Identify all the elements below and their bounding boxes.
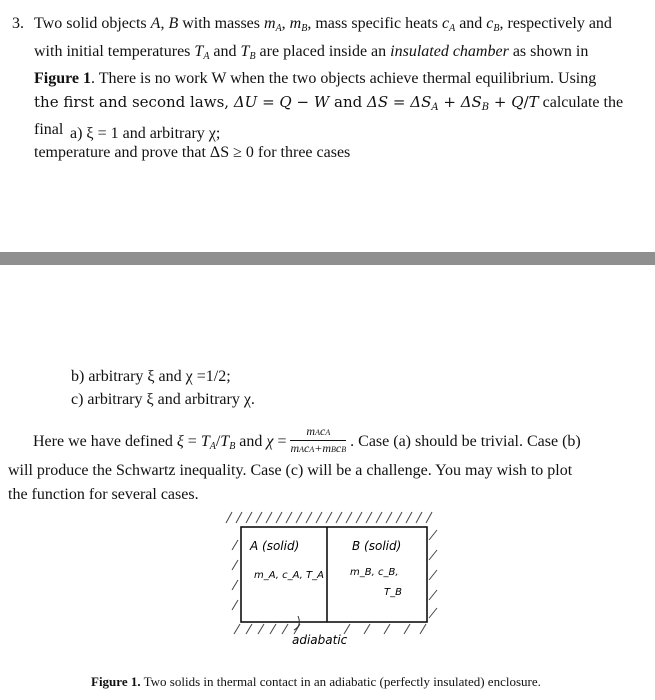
question-body: Two solid objects A, B with masses $m_A$, $m_B$, mass specific heats $c_A$ and $c_B$, respectively and with initial temperatures $T_A$ and $T_B$ are placed inside an insulated chamber as shown in Figure 1. There is no work W when the two objects achieve thermal equilibrium. Using the first and second laws, ΔU = Q − W and $\Delta S = \Delta S_A + \Delta S_B + Q/T$ calculate the final temperature and prove that ΔS ≥ 0 for three cases — [34, 15, 624, 161]
solid-b-props: m_B, c_B, — [350, 567, 399, 578]
prove-text: temperature and prove that ΔS ≥ 0 for three cases — [34, 143, 351, 161]
definitions-paragraph: Here we have defined $\xi = T_A/T_B$ and χ = $\frac{\text{mAcA}}{\text{mAcA+mBcB}}$ . Case (a) should be trivial. Case (b) will produce the Schwartz inequality. Case (c) will be a challenge. You may wish to plot the function for several cases. — [8, 424, 581, 504]
solid-b-temp: T_B — [384, 587, 402, 598]
sub-mB: B — [301, 23, 308, 34]
solid-a-props: m_A, c_A, T_A — [254, 570, 324, 581]
def-line2: will produce the Schwartz inequality. Case (c) will be a challenge. You may wish to plot — [8, 462, 573, 480]
adiabatic-pointer — [294, 616, 299, 630]
case-c: c) arbitrary ξ and arbitrary χ. — [71, 391, 255, 408]
sub-mA: A — [275, 23, 282, 34]
case-a: a) ξ = 1 and arbitrary χ; — [70, 125, 221, 142]
adiabatic-label: adiabatic — [292, 633, 348, 646]
separator-band — [0, 252, 655, 265]
sub-cA: A — [449, 23, 456, 34]
adiabatic-enclosure-figure — [224, 510, 442, 646]
insulated-chamber-text: insulated chamber — [390, 42, 509, 60]
question-number: 3. — [12, 15, 24, 32]
sub-TB: B — [249, 50, 256, 62]
sub-cB: B — [493, 23, 500, 34]
solid-a-label: A (solid) — [250, 539, 300, 553]
def-line3: the function for several cases. — [8, 486, 199, 504]
laws-equation: the first and second laws, ΔU = Q − W and $\Delta S = \Delta S_A + \Delta S_B + Q/T$ — [34, 92, 539, 113]
figure-caption: Figure 1. Two solids in thermal contact in an adiabatic (perfectly insulated) enclosure. — [91, 674, 541, 689]
solid-b-label: B (solid) — [352, 539, 402, 553]
chi-fraction: $\frac{\text{mAcA}}{\text{mAcA+mBcB}}$ — [290, 424, 347, 455]
case-b: b) arbitrary ξ and χ =1/2; — [71, 368, 231, 385]
figure-reference: Figure 1 — [34, 70, 92, 88]
sub-TA: A — [203, 50, 210, 62]
